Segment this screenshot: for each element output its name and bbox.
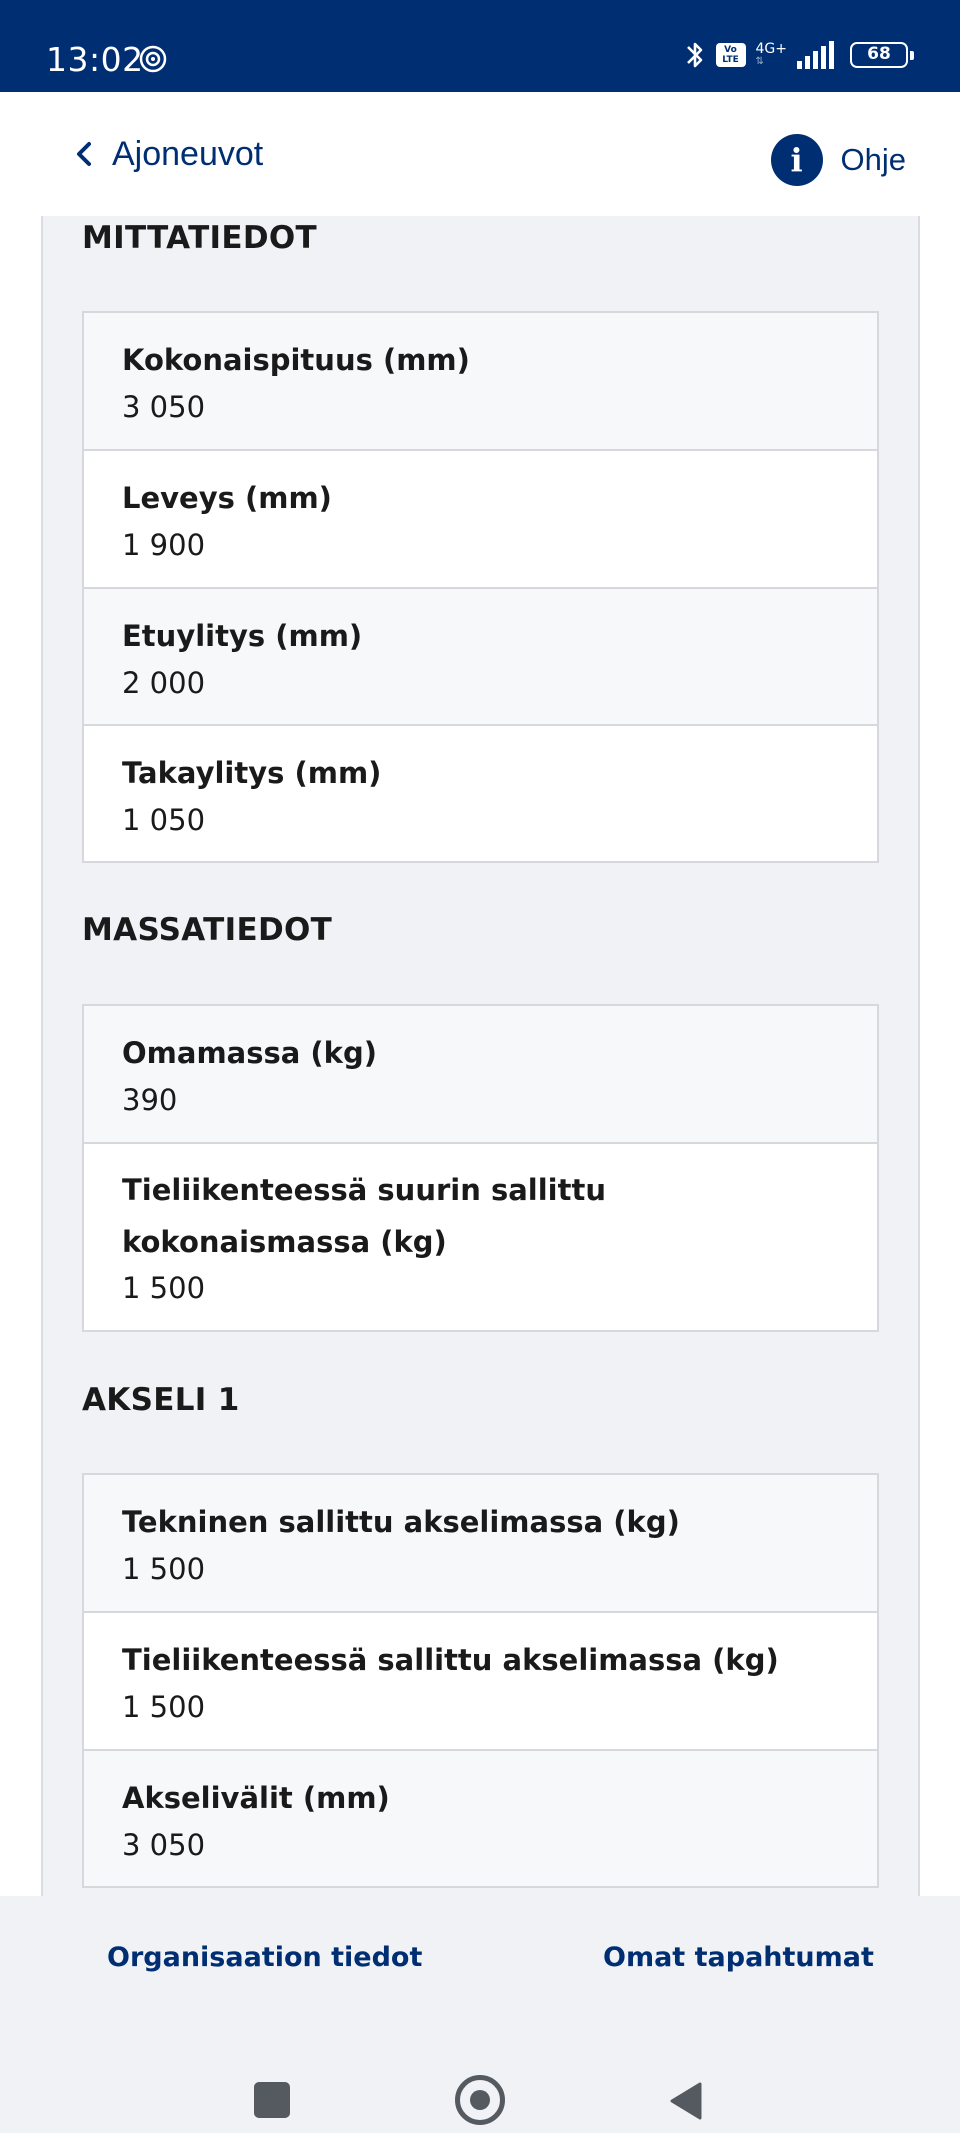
back-label: Ajoneuvot	[112, 134, 264, 173]
row-value: 2 000	[122, 666, 206, 700]
row-value: 3 050	[122, 1828, 206, 1862]
row-value: 1 500	[122, 1271, 206, 1305]
row-label: Tekninen sallittu akselimassa (kg)	[122, 1505, 680, 1539]
help-label: Ohje	[840, 142, 906, 177]
organisation-info-link[interactable]: Organisaation tiedot	[107, 1942, 423, 1973]
status-icons	[684, 38, 909, 72]
main-content[interactable]	[0, 216, 960, 1896]
signal-icon	[797, 41, 834, 69]
section-title-mittatiedot: MITTATIEDOT	[82, 220, 317, 256]
app-header	[0, 92, 960, 216]
row-value: 1 500	[122, 1552, 206, 1586]
list-item	[84, 587, 877, 724]
section-title-akseli: AKSELI 1	[82, 1382, 240, 1418]
battery-level: 68	[867, 44, 891, 64]
system-navigation-bar	[0, 2050, 960, 2133]
list-item	[84, 1475, 877, 1611]
row-label: Tieliikenteessä suurin sallittu kokonaismassa (kg)	[122, 1173, 606, 1259]
mass-card	[82, 1004, 879, 1332]
axle-card	[82, 1473, 879, 1888]
info-icon: i	[771, 134, 823, 186]
chevron-left-icon	[74, 140, 94, 168]
row-label: Leveys (mm)	[122, 481, 332, 515]
battery-icon	[850, 42, 908, 68]
row-label: Akselivälit (mm)	[122, 1781, 390, 1815]
row-value: 390	[122, 1083, 178, 1117]
list-item	[84, 724, 877, 861]
dimensions-card	[82, 311, 879, 863]
row-value: 3 050	[122, 390, 206, 424]
row-label: Takaylitys (mm)	[122, 756, 382, 790]
row-value: 1 500	[122, 1690, 206, 1724]
row-label: Tieliikenteessä sallittu akselimassa (kg)	[122, 1643, 779, 1677]
list-item	[84, 449, 877, 587]
help-button[interactable]	[771, 134, 906, 186]
volte-icon: Vo LTE	[716, 43, 746, 67]
list-item	[84, 313, 877, 449]
row-label: Etuylitys (mm)	[122, 619, 363, 653]
back-triangle-icon[interactable]	[668, 2080, 704, 2122]
home-button[interactable]	[455, 2075, 505, 2125]
row-value: 1 050	[122, 803, 206, 837]
list-item	[84, 1006, 877, 1142]
row-label: Kokonaispituus (mm)	[122, 343, 470, 377]
own-events-link[interactable]: Omat tapahtumat	[603, 1942, 874, 1973]
section-title-massatiedot: MASSATIEDOT	[82, 912, 333, 948]
row-value: 1 900	[122, 528, 206, 562]
list-item	[84, 1749, 877, 1886]
status-bar	[0, 0, 960, 92]
list-item	[84, 1142, 877, 1330]
bluetooth-icon	[684, 38, 706, 72]
focus-mode-icon	[138, 44, 168, 74]
status-time: 13:02	[46, 40, 144, 79]
back-button[interactable]	[74, 132, 263, 176]
recent-apps-button[interactable]	[254, 2082, 290, 2118]
footer	[0, 1896, 960, 2133]
network-type	[756, 42, 788, 68]
list-item	[84, 1611, 877, 1749]
row-label: Omamassa (kg)	[122, 1036, 377, 1070]
data-arrows-icon: ⇅	[755, 56, 764, 67]
network-type-label: 4G+	[755, 41, 787, 57]
